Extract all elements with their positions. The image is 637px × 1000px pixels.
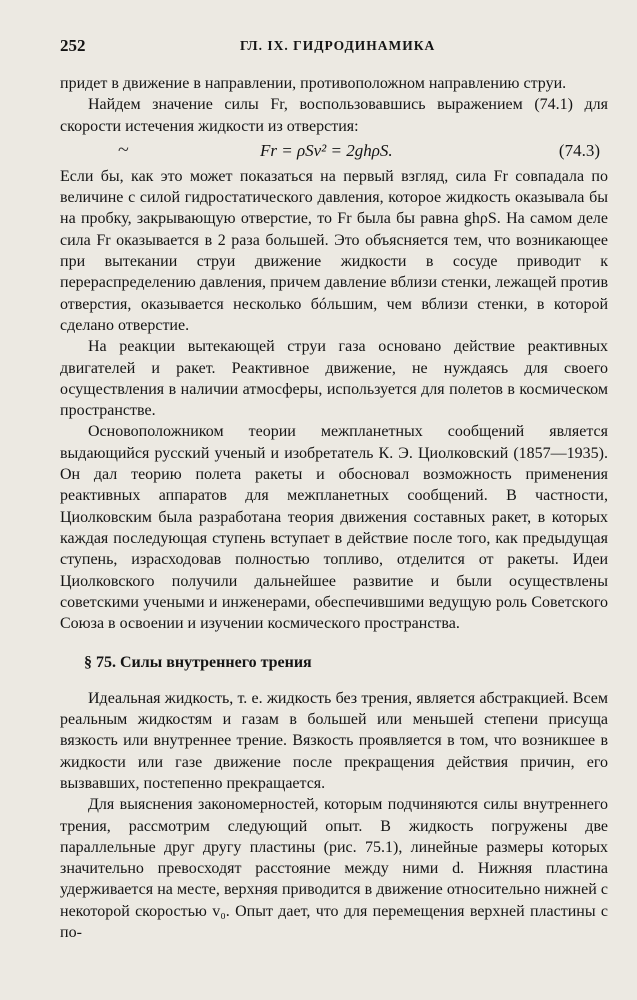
equation-formula: Fr = ρSv² = 2ghρS. <box>260 140 393 160</box>
running-head: ГЛ. IX. ГИДРОДИНАМИКА <box>240 38 436 53</box>
body-text <box>60 73 608 943</box>
paragraph-jet-engines: На реакции вытекающей струи газа основано действие реактивных двигателей и ракет. Реактивное движение, не нуждаясь для своего осуществления в наличии атмосферы, используется для полетов в космическом пространстве. <box>60 338 608 420</box>
paragraph-hydrostatic-comparison: Если бы, как это может показаться на первый взгляд, сила Fr совпадала по величине с силой гидростатического давления, которое жидкость оказывала бы на пробку, закрывающую отверстие, то Fr была бы равна ghρS. На самом деле сила Fr оказывается в 2 раза большей. Это объясняется тем, что возникающее при вытекании струи движение жидкости в сосуде приводит к перераспределению давления, причем давление вблизи стенки, лежащей против отверстия, оказывается несколько бóльшим, чем вблизи стенки, в которой сделано отверстие. <box>60 167 608 334</box>
paragraph-tsiolkovsky: Основоположником теории межпланетных сообщений является выдающийся русский ученый и изобретатель К. Э. Циолковский (1857—1935). Он дал теорию полета ракеты и обосновал возможность применения реактивных аппаратов для межпланетных сообщений. В частности, Циолковским была разработана теория движения составных ракет, в которых каждая последующая ступень вступает в действие после того, как предыдущая ступень, израсходовав полностью топливо, отделится от ракеты. Идеи Циолковского получили дальнейшее развитие и были осуществлены советскими учеными и инженерами, обеспечившими ведущую роль Советского Союза в освоении и изучении космического пространства. <box>60 423 608 633</box>
paragraph-experiment: Для выяснения закономерностей, которым подчиняются силы внутреннего трения, рассмотрим следующий опыт. В жидкость погружены две параллельные друг другу пластины (рис. 75.1), линейные размеры которых значительно превосходят расстояние между ними d. Нижняя пластина удерживается на месте, верхняя приводится в движение относительно нижней с некоторой скоростью v₀. Опыт дает, что для перемещения верхней пластины с по- <box>60 796 608 941</box>
equation-74-3 <box>60 138 608 164</box>
page-number: 252 <box>60 36 86 55</box>
equation-number: (74.3) <box>558 140 600 160</box>
paragraph-ideal-fluid: Идеальная жидкость, т. е. жидкость без трения, является абстракцией. Всем реальным жидкостям и газам в большей или меньшей степени присуща вязкость или внутреннее трение. Вязкость проявляется в том, что возникшее в жидкости или газе движение после прекращения действия причин, его вызвавших, постепенно прекращается. <box>60 689 608 792</box>
margin-mark: ~ <box>118 138 129 161</box>
paragraph-force-value: Найдем значение силы Fr, воспользовавшись выражением (74.1) для скорости истечения жидкости из отверстия: <box>60 96 608 135</box>
paragraph-continuation: придет в движение в направлении, противоположном направлению струи. <box>60 75 567 92</box>
page-header <box>60 36 608 58</box>
section-heading: § 75. Силы внутреннего трения <box>84 654 312 672</box>
